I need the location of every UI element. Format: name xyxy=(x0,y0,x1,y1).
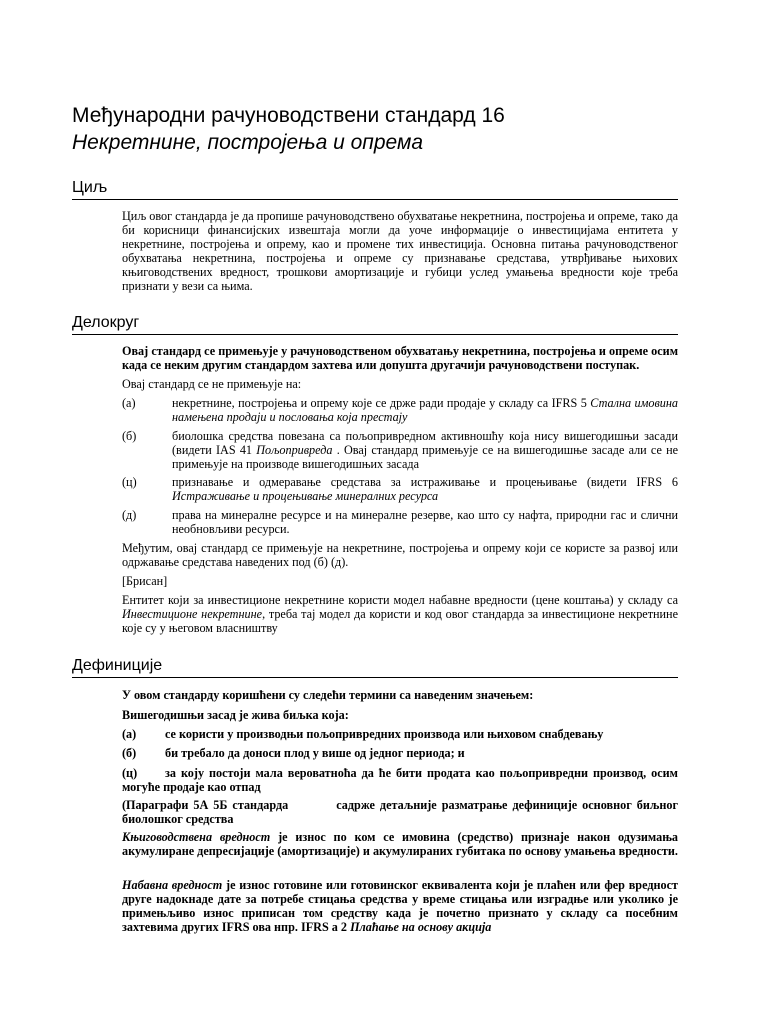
item-text: некретнине, постројења и опрему које се држе ради продаје у складу са IFRS 5 xyxy=(172,396,591,410)
term-definition: је износ готовине или готовинског еквивалента који је плаћен или фер вредност друге надокнаде дате за потребе стицања средства у време стицања или изградње или уколико је примењљиво износ приписан том средству када је почетно признато у складу са посебним захтевима других IFRS ова нпр. IFRS а 2 xyxy=(122,878,678,934)
paragraphs-note xyxy=(122,798,678,826)
scope-not-applied: Овај стандард се не примењује на: xyxy=(122,377,302,391)
item-text: . Овај стандард примењује се на вишегодишње засаде али се не примењује на производе вишегодишњих засада xyxy=(172,443,678,471)
scope-entity-paragraph xyxy=(122,593,678,635)
bearer-item-b xyxy=(122,746,678,760)
carrying-amount-definition xyxy=(122,830,678,858)
note-text: садрже детаљније разматрање дефиниције основног биљног биолошког средства xyxy=(122,798,678,826)
item-text: права на минералне ресурсе и на минералне резерве, као што су нафта, природни гас и слични необновљиви ресурси. xyxy=(172,508,678,536)
entity-text-italic: Инвестиционе некретнине xyxy=(122,607,263,621)
scope-item-a xyxy=(122,396,678,424)
item-label: (б) xyxy=(122,746,137,760)
bearer-plant-definition: Вишегодишњи засад је жива биљка која: xyxy=(122,708,349,722)
scope-item-c xyxy=(122,475,678,503)
item-label: (б) xyxy=(122,429,137,443)
term-italic: Плаћање на основу акција xyxy=(350,920,492,934)
scope-however: Међутим, овај стандард се примењује на некретнине, постројења и опрему који се користе за развој или одржавање средстава наведених под (б) (д). xyxy=(122,541,678,569)
item-text-italic: Стална имовина намењена продаји и пословања која престају xyxy=(172,396,678,424)
scope-intro-bold: Овај стандард се примењује у рачуноводственом обухватању некретнина, постројења и опреме осим када се неким другим стандардом захтева или допушта другачији рачуноводствени поступак. xyxy=(122,344,678,372)
entity-text: , треба тај модел да користи и код овог стандарда за инвестиционе некретнине које су у његовом власништву xyxy=(122,607,678,635)
item-text: биолошка средства повезана са пољопривредном активношћу која нису вишегодишњи засади (видети IAS 41 xyxy=(172,429,678,457)
note-text: (Параграфи 5А 5Б стандарда xyxy=(122,798,289,812)
cost-definition xyxy=(122,878,678,934)
scope-deleted: [Брисан] xyxy=(122,574,168,588)
item-label: (д) xyxy=(122,508,137,522)
term: Књиговодствена вредност xyxy=(122,830,271,844)
section-heading-definitions: Дефиниције xyxy=(72,656,678,678)
item-label: (ц) xyxy=(122,766,138,780)
item-text-italic: Истраживање и процењивање минералних ресурса xyxy=(172,489,439,503)
section-heading-scope: Делокруг xyxy=(72,313,678,335)
term: Набавна вредност xyxy=(122,878,223,892)
item-text: за коју постоји мала вероватноћа да ће бити продата као пољопривредни производ, осим могуће продаје као отпад xyxy=(122,766,678,794)
entity-text: Ентитет који за инвестиционе некретнине користи модел набавне вредности (цене коштања) у складу са xyxy=(122,593,678,607)
item-text-italic: Пољопривреда xyxy=(256,443,333,457)
bearer-item-a xyxy=(122,727,678,741)
item-text: се користи у производњи пољопривредних производа или њиховом снабдевању xyxy=(165,727,604,741)
scope-item-d xyxy=(122,508,678,536)
scope-item-b xyxy=(122,429,678,471)
document-subtitle: Некретнине, постројења и опрема xyxy=(72,131,424,154)
item-label: (а) xyxy=(122,396,136,410)
term-definition: је износ по ком се имовина (средство) признаје након одузимања акумулиране депресијације (амортизације) и акумулираних губитака по основу умањења вредности. xyxy=(122,830,678,858)
item-label: (а) xyxy=(122,727,137,741)
item-label: (ц) xyxy=(122,475,137,489)
bearer-item-c xyxy=(122,766,678,794)
item-text: би требало да доноси плод у више од једног периода; и xyxy=(165,746,465,760)
definitions-intro: У овом стандарду коришћени су следећи термини са наведеним значењем: xyxy=(122,688,534,702)
objective-paragraph: Циљ овог стандарда је да пропише рачуноводствено обухватање некретнина, постројења и опреме, тако да би корисници финансијских извештаја могли да уоче информације о инвестицијама ентитета у некретнине, постројења и опрему, као и промене тих инвестиција. Основна питања рачуноводственог обухватања некретнина, постројења и опреме су признавање средстава, утврђивање њихових књиговодствених вредност, трошкови амортизације и губици услед умањења вредности које треба признати у вези са њима. xyxy=(122,209,678,293)
document-title: Међународни рачуноводствени стандард 16 xyxy=(72,104,505,127)
item-text: признавање и одмеравање средстава за истраживање и процењивање (видети IFRS 6 xyxy=(172,475,678,489)
section-heading-objective: Циљ xyxy=(72,178,678,200)
